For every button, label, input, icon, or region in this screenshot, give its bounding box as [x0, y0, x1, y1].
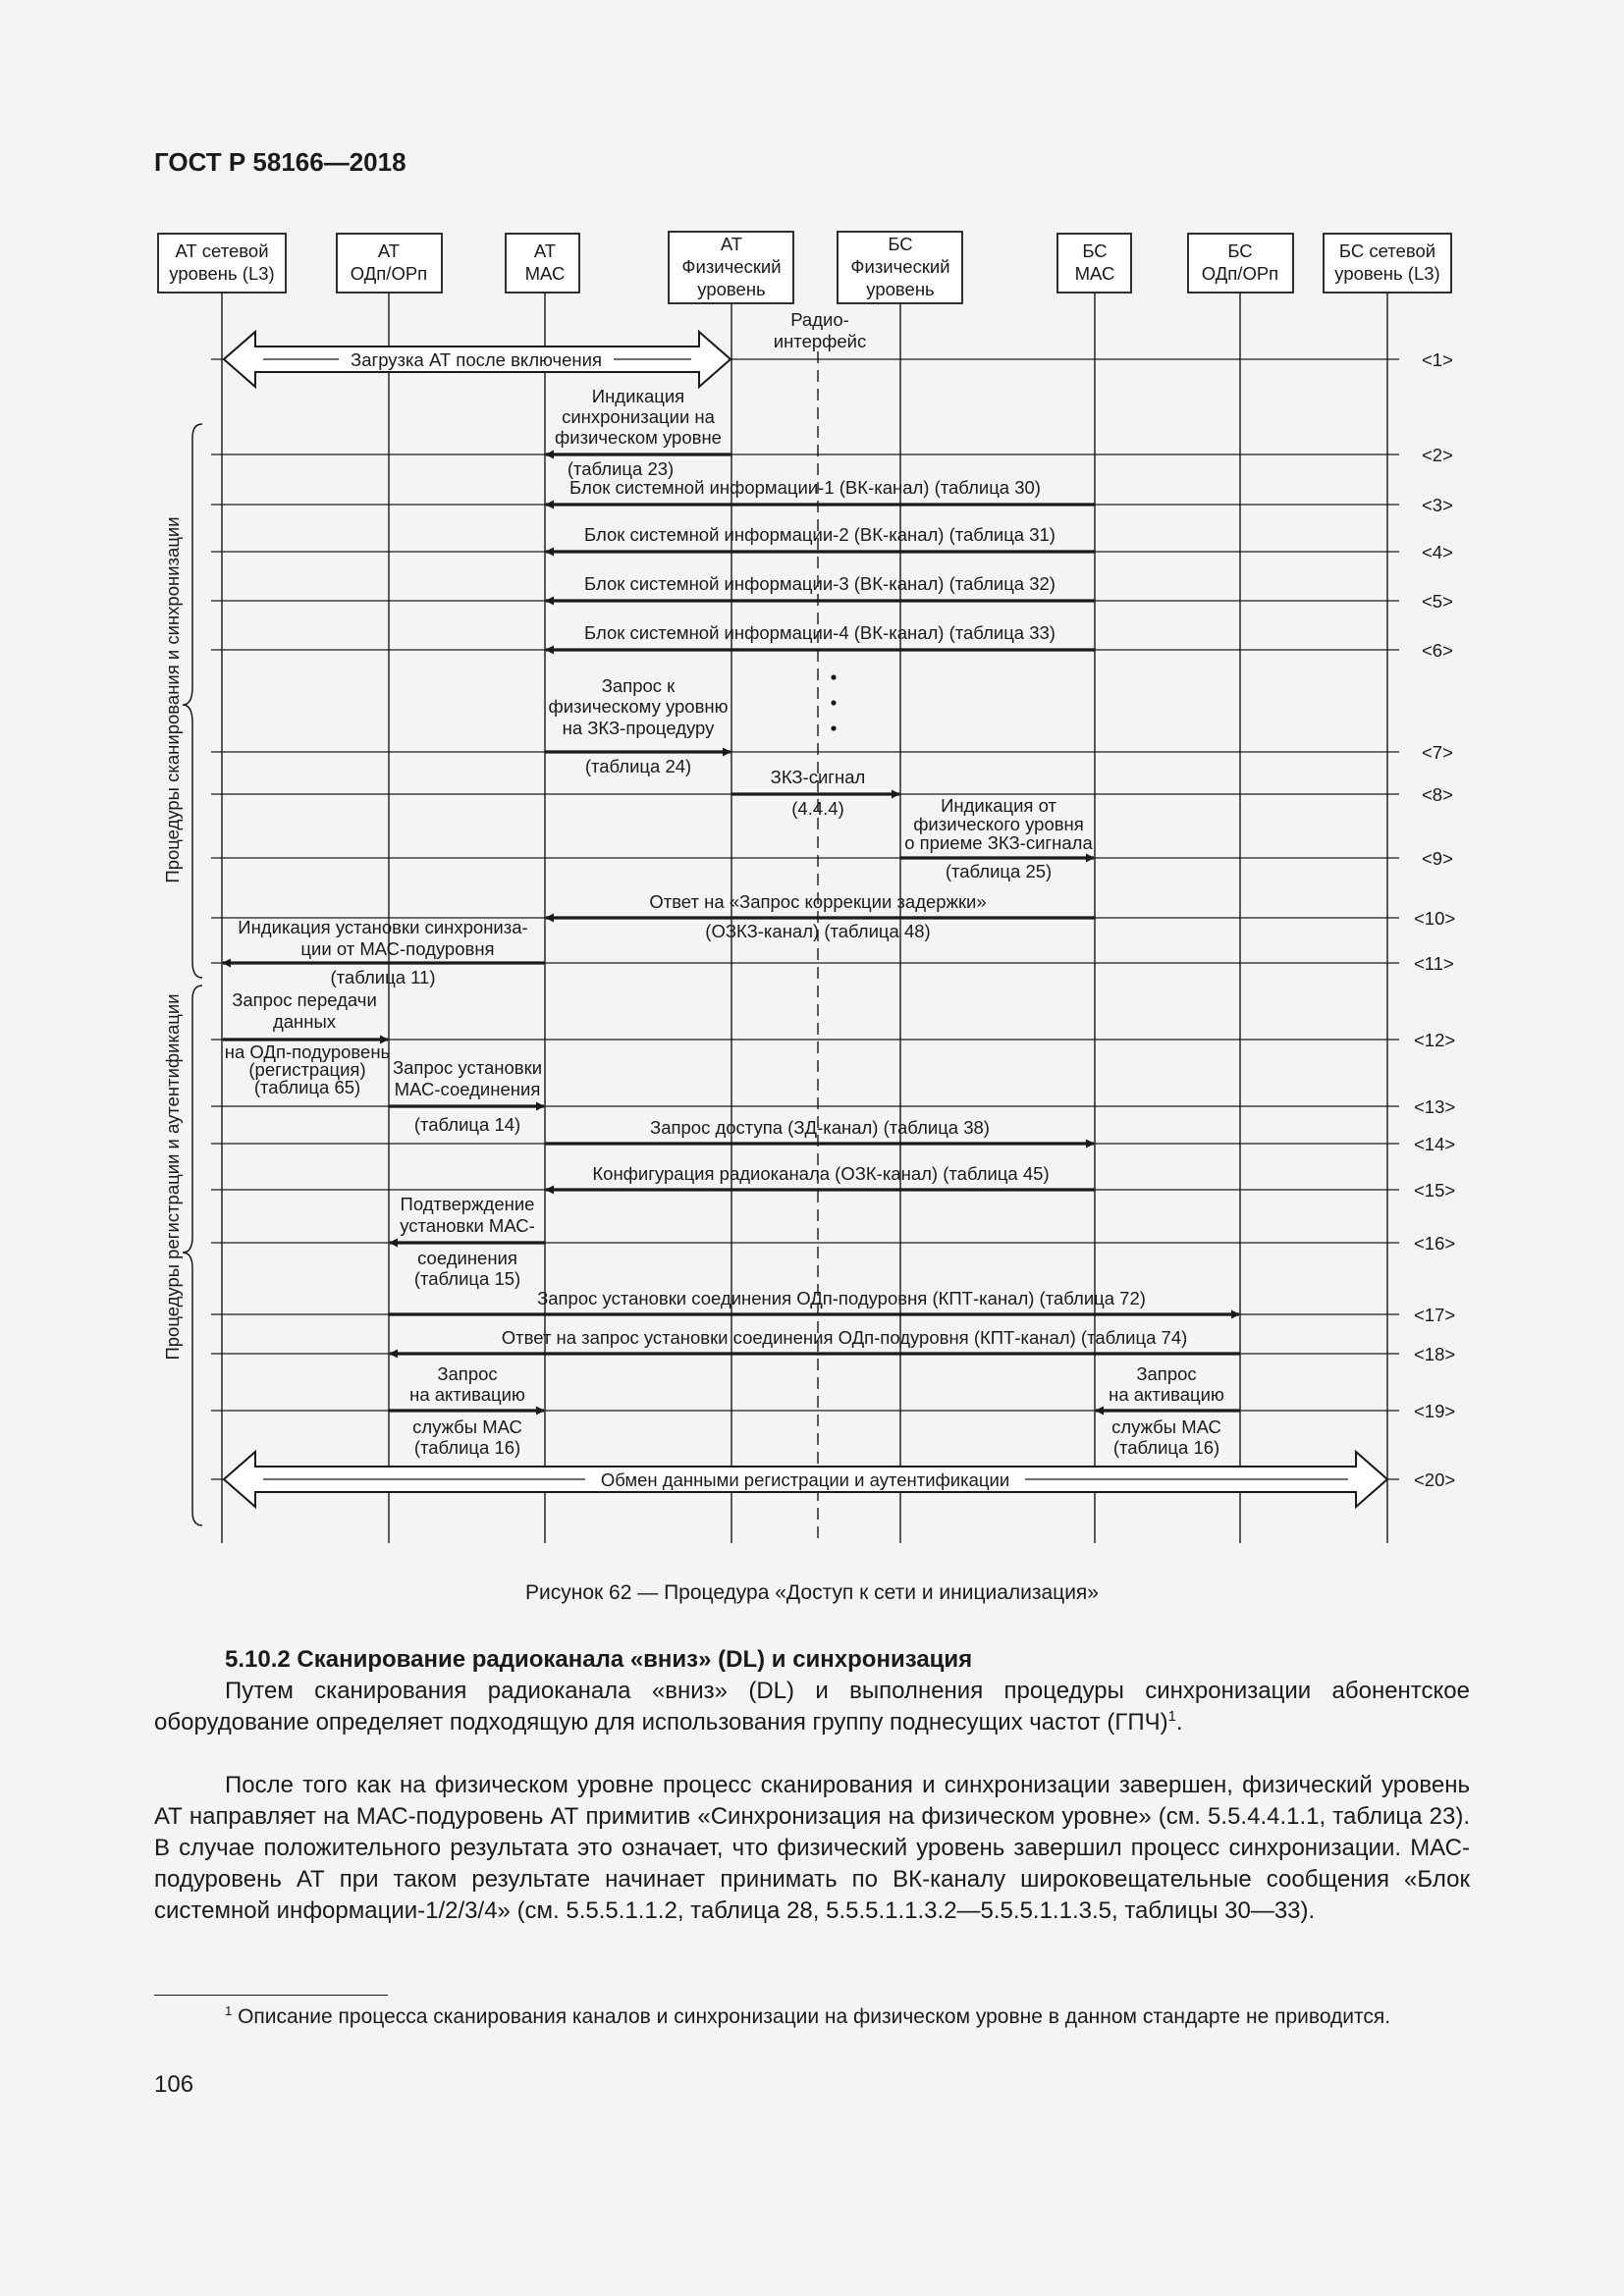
entity-line: АТ сетевой	[175, 240, 269, 261]
entity-at-odp	[337, 234, 442, 1543]
message-19a	[389, 1363, 544, 1458]
svg-text:Блок системной информации-2 (В: Блок системной информации-2 (ВК-канал) (таблица 31)	[584, 524, 1056, 545]
message-14	[545, 1117, 1094, 1144]
step-label: <19>	[1414, 1401, 1456, 1421]
step-label: <10>	[1414, 908, 1456, 929]
svg-text:Индикация отфизического уровня: Индикация от физического уровня о приеме ЗКЗ-сигнала (таблица 25)	[904, 795, 1093, 881]
svg-text:Запрос кфизическому уровнюна З: Запрос к физическому уровню на ЗКЗ-процедуру (таблица 24)	[548, 675, 729, 776]
entity-line: уровень	[866, 279, 935, 299]
step-label: <13>	[1414, 1096, 1456, 1117]
svg-text:Блок системной информации-1 (В: Блок системной информации-1 (ВК-канал) (таблица 30)	[569, 477, 1041, 498]
radio-interface-label: Радио-интерфейс	[773, 309, 867, 351]
svg-text:Индикация установки синхрониза: Индикация установки синхрониза-ции от МАС-подуровня (таблица 11)	[238, 917, 528, 988]
sync-bracket	[183, 424, 202, 978]
svg-text:Запрос установкиМАС-соединения: Запрос установки МАС-соединения (таблица 14)	[392, 1057, 543, 1135]
entity-line: ОДп/ОРп	[350, 263, 428, 284]
step-label: <6>	[1422, 640, 1453, 661]
message-2	[546, 386, 731, 479]
message-8	[731, 767, 899, 819]
svg-text:Запросна активациюслужбы МАС(т: Запрос на активацию службы МАС (таблица 16)	[1109, 1363, 1224, 1458]
entity-line: Физический	[681, 256, 782, 277]
message-9	[900, 795, 1094, 881]
step-label-list	[1414, 349, 1455, 1490]
step-label: <17>	[1414, 1305, 1456, 1325]
step-label: <20>	[1414, 1469, 1456, 1490]
entity-line: уровень (L3)	[169, 263, 275, 284]
message-20	[224, 1452, 1387, 1507]
message-16	[390, 1194, 545, 1289]
step-label: <7>	[1422, 742, 1453, 763]
message-15	[546, 1163, 1095, 1190]
step-label: <16>	[1414, 1233, 1456, 1254]
entity-line: АТ	[720, 234, 743, 254]
message-12	[223, 989, 390, 1097]
svg-text:Блок системной информации-4 (В: Блок системной информации-4 (ВК-канал) (таблица 33)	[584, 622, 1056, 643]
message-11	[223, 917, 545, 988]
entity-bs-odp	[1188, 234, 1293, 1543]
step-label: <8>	[1422, 784, 1453, 805]
side-label-sync: Процедуры сканирования и синхронизации	[162, 516, 183, 883]
footnote-reference: 1	[1167, 1709, 1176, 1725]
step-label: <15>	[1414, 1180, 1456, 1201]
message-1	[224, 332, 731, 387]
svg-text:Запрос доступа (ЗД-канал) (таб: Запрос доступа (ЗД-канал) (таблица 38)	[650, 1117, 990, 1138]
footnote-divider	[154, 1995, 388, 1996]
message-7	[545, 675, 731, 776]
entity-line: уровень	[697, 279, 766, 299]
entity-line: МАС	[1074, 263, 1115, 284]
message-13	[389, 1057, 544, 1135]
entity-line: МАС	[524, 263, 566, 284]
step-label: <12>	[1414, 1030, 1456, 1050]
message-6	[546, 622, 1095, 650]
message-5	[546, 573, 1095, 601]
entity-line: БС	[888, 234, 913, 254]
svg-text:Подтверждениеустановки МАС-сое: Подтверждение установки МАС-соединения (таблица 15)	[400, 1194, 535, 1289]
paragraph-1-text: Путем сканирования радиоканала «вниз» (DL) и выполнения процедуры синхронизации абонентское оборудование определяет подходящую для использования группу поднесущих частот (ГПЧ)	[154, 1678, 1470, 1735]
side-label-reg: Процедуры регистрации и аутентификации	[162, 993, 183, 1361]
paragraph-1-end: .	[1175, 1709, 1183, 1735]
message-17	[389, 1288, 1239, 1314]
step-label: <5>	[1422, 591, 1453, 612]
step-label: <18>	[1414, 1344, 1456, 1364]
svg-text:Индикациясинхронизации нафизич: Индикация синхронизации на физическом уровне (таблица 23)	[555, 386, 722, 479]
svg-text:Обмен данными регистрации и ау: Обмен данными регистрации и аутентификации	[600, 1469, 1010, 1490]
entity-line: БС сетевой	[1338, 240, 1436, 261]
entity-line: уровень (L3)	[1334, 263, 1440, 284]
message-10	[546, 891, 1095, 941]
message-18	[390, 1327, 1240, 1354]
svg-text:Ответ на запрос установки соед: Ответ на запрос установки соединения ОДп-подуровня (КПТ-канал) (таблица 74)	[501, 1327, 1188, 1348]
step-label: <11>	[1414, 953, 1454, 974]
entity-line: АТ	[533, 240, 557, 261]
step-label: <2>	[1422, 445, 1453, 465]
figure-caption: Рисунок 62 — Процедура «Доступ к сети и инициализация»	[525, 1581, 1099, 1604]
entity-line: БС	[1227, 240, 1253, 261]
message-19b	[1096, 1363, 1240, 1458]
footnote-text: Описание процесса сканирования каналов и синхронизации на физическом уровне в данном стандарте не приводится.	[238, 2005, 1391, 2028]
svg-text:Ответ на «Запрос коррекции зад: Ответ на «Запрос коррекции задержки» (ОЗКЗ-канал) (таблица 48)	[649, 891, 987, 941]
svg-text:Запрос передачиданныхна ОДп-по: Запрос передачи данных на ОДп-подуровень (регистрация) (таблица 65)	[224, 989, 391, 1097]
step-label: <9>	[1422, 848, 1453, 869]
section-title: 5.10.2 Сканирование радиоканала «вниз» (DL) и синхронизация	[225, 1646, 973, 1673]
reg-bracket	[183, 986, 202, 1525]
step-label: <1>	[1422, 349, 1453, 370]
message-4	[546, 524, 1095, 552]
entity-line: АТ	[377, 240, 401, 261]
entity-line: Физический	[850, 256, 950, 277]
paragraph-2: После того как на физическом уровне процесс сканирования и синхронизации завершен, физический уровень АТ направляет на МАС-подуровень АТ примитив «Синхронизация на физическом уровне» (см. 5.5.4.4.1.1, таблица 23). В случае положительного результата это означает, что физический уровень завершил процесс синхронизации. МАС-подуровень АТ при таком результате начинает принимать по ВК-каналу широковещательные сообщения «Блок системной информации-1/2/3/4» (см. 5.5.5.1.1.2, таблица 28, 5.5.5.1.1.3.2—5.5.5.1.1.3.5, таблицы 30—33).	[154, 1772, 1470, 1924]
step-label: <14>	[1414, 1134, 1456, 1154]
ellipsis-dots	[831, 674, 836, 730]
svg-text:Запрос установки соединения ОД: Запрос установки соединения ОДп-подуровня (КПТ-канал) (таблица 72)	[537, 1288, 1146, 1308]
paragraph-1	[154, 1676, 1470, 1738]
step-label: <3>	[1422, 495, 1453, 515]
footnote	[154, 2002, 1470, 2031]
step-label: <4>	[1422, 542, 1453, 562]
entity-line: ОДп/ОРп	[1201, 263, 1279, 284]
svg-text:Блок системной информации-3 (В: Блок системной информации-3 (ВК-канал) (таблица 32)	[584, 573, 1056, 594]
page-number: 106	[154, 2071, 194, 2098]
svg-text:ЗКЗ-сигнал(4.4.4): ЗКЗ-сигнал (4.4.4)	[770, 767, 866, 819]
svg-text:Запросна активациюслужбы МАС(т: Запрос на активацию службы МАС (таблица 16)	[409, 1363, 525, 1458]
svg-text:Загрузка АТ после включения: Загрузка АТ после включения	[351, 349, 602, 370]
footnote-marker: 1	[225, 2003, 233, 2018]
svg-text:Конфигурация радиоканала (ОЗК-: Конфигурация радиоканала (ОЗК-канал) (таблица 45)	[592, 1163, 1050, 1184]
entity-line: БС	[1082, 240, 1108, 261]
message-3	[546, 477, 1095, 505]
page-header: ГОСТ Р 58166—2018	[154, 147, 406, 177]
